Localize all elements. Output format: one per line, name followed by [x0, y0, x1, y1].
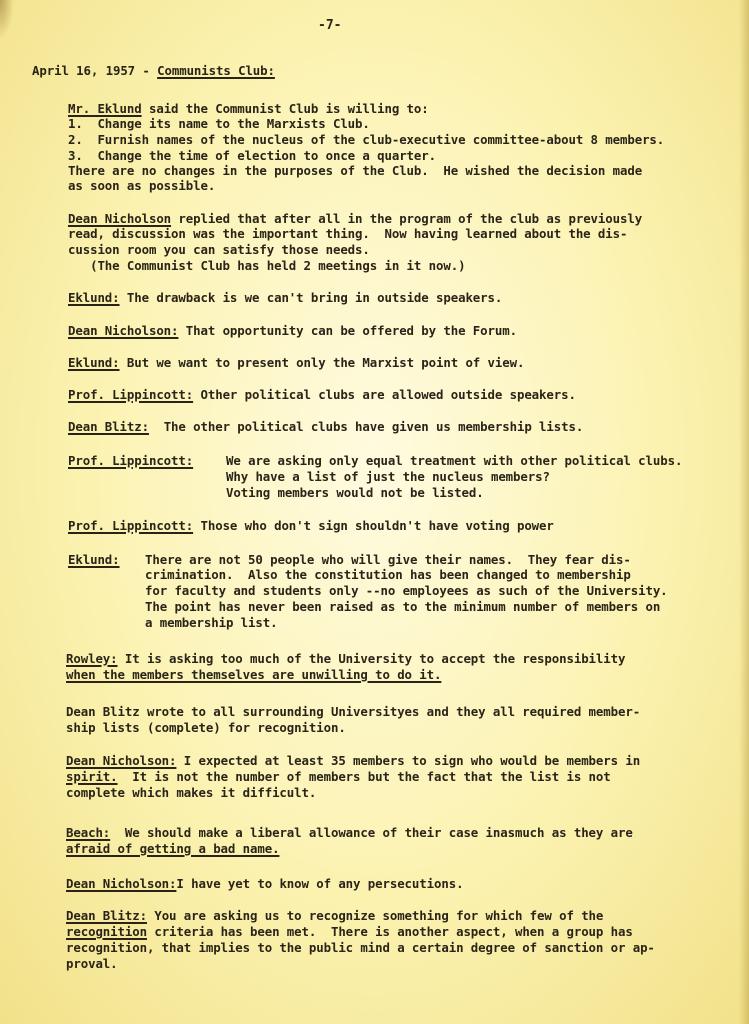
- statement-line: (The Communist Club has held 2 meetings in it now.): [68, 258, 466, 273]
- meeting-date: April 16, 1957 -: [32, 63, 158, 78]
- nicholson-line-2: [66, 769, 611, 784]
- statement-line: cussion room you can satisfy those needs.: [68, 242, 370, 257]
- underlined-word: spirit.: [66, 769, 118, 784]
- exchange-line: [68, 355, 524, 370]
- statement-line: Dean Blitz wrote to all surrounding Universityes and they all required member-: [66, 704, 641, 719]
- statement-text: Those who don't sign shouldn't have voting power: [193, 518, 554, 533]
- speaker-name: Dean Blitz:: [66, 908, 147, 923]
- statement-line: afraid of getting a bad name.: [66, 841, 280, 856]
- statement-line: recognition, that implies to the public mind a certain degree of sanction or ap-: [66, 940, 655, 955]
- page-number: -7-: [318, 18, 342, 33]
- speaker-name: Prof. Lippincott:: [68, 453, 194, 468]
- exchange-line: [66, 876, 463, 891]
- eklund-speaker: [68, 552, 120, 567]
- underlined-word: recognition: [66, 924, 147, 939]
- speaker-name: Dean Nicholson: [68, 211, 172, 226]
- speaker-name: Prof. Lippincott:: [68, 387, 194, 402]
- nicholson-reply-line: [68, 211, 642, 226]
- exchange-line: [68, 419, 583, 434]
- nicholson-line: [66, 753, 640, 768]
- speaker-name: Beach:: [66, 825, 111, 840]
- statement-line: crimination. Also the constitution has been changed to membership: [145, 567, 631, 582]
- statement-line: Why have a list of just the nucleus members?: [226, 469, 550, 484]
- statement-text: The drawback is we can't bring in outside speakers.: [119, 290, 503, 305]
- statement-line: as soon as possible.: [68, 178, 216, 193]
- speaker-name: Dean Nicholson:: [66, 876, 177, 891]
- statement-line: read, discussion was the important thing. Now having learned about the dis-: [68, 226, 628, 241]
- statement-line: a membership list.: [145, 615, 278, 630]
- exchange-line: [68, 518, 554, 533]
- meeting-header: [32, 63, 275, 78]
- page-edge-shadow: [739, 0, 749, 1024]
- statement-text: The other political clubs have given us membership lists.: [148, 419, 584, 434]
- statement-text: But we want to present only the Marxist point of view.: [119, 355, 525, 370]
- proposal-item: 3. Change the time of election to once a quarter.: [68, 148, 436, 163]
- speaker-name: Mr. Eklund: [68, 101, 142, 116]
- eklund-intro-line: [68, 101, 429, 116]
- blitz-final-line-2: [66, 924, 633, 939]
- lippincott-speaker: [68, 453, 193, 468]
- speaker-name: Rowley:: [66, 651, 118, 666]
- statement-text: You are asking us to recognize something for which few of the: [146, 908, 604, 923]
- statement-line: complete which makes it difficult.: [66, 785, 317, 800]
- statement-text: We should make a liberal allowance of their case inasmuch as they are: [110, 825, 633, 840]
- statement-line: We are asking only equal treatment with other political clubs.: [226, 453, 683, 468]
- beach-line: [66, 825, 633, 840]
- statement-line: There are no changes in the purposes of the Club. He wished the decision made: [68, 163, 643, 178]
- statement-line: Voting members would not be listed.: [226, 485, 484, 500]
- statement-line: The point has never been raised as to the minimum number of members on: [145, 599, 661, 614]
- speaker-name: Eklund:: [68, 552, 120, 567]
- speaker-name: Dean Blitz:: [68, 419, 149, 434]
- speaker-name: Eklund:: [68, 290, 120, 305]
- speaker-name: Dean Nicholson:: [66, 753, 177, 768]
- blitz-final-line: [66, 908, 603, 923]
- statement-text: criteria has been met. There is another aspect, when a group has: [146, 924, 633, 939]
- speaker-name: Prof. Lippincott:: [68, 518, 194, 533]
- speaker-name: Dean Nicholson:: [68, 323, 179, 338]
- statement-text: That opportunity can be offered by the Forum.: [178, 323, 517, 338]
- statement-text: said the Communist Club is willing to:: [141, 101, 429, 116]
- speaker-name: Eklund:: [68, 355, 120, 370]
- statement-line: for faculty and students only --no employees as such of the University.: [145, 583, 668, 598]
- statement-line: when the members themselves are unwilling to do it.: [66, 667, 442, 682]
- statement-text: replied that after all in the program of the club as previously: [171, 211, 643, 226]
- rowley-line: [66, 651, 625, 666]
- proposal-item: 2. Furnish names of the nucleus of the club-executive committee-about 8 members.: [68, 132, 665, 147]
- statement-text: Other political clubs are allowed outside speakers.: [193, 387, 576, 402]
- statement-line: There are not 50 people who will give their names. They fear dis-: [145, 552, 631, 567]
- exchange-line: [68, 387, 576, 402]
- statement-text: It is not the number of members but the fact that the list is not: [117, 769, 611, 784]
- exchange-line: [68, 290, 502, 305]
- proposal-item: 1. Change its name to the Marxists Club.: [68, 116, 370, 131]
- statement-line: proval.: [66, 956, 118, 971]
- exchange-line: [68, 323, 517, 338]
- meeting-title: Communists Club:: [157, 63, 275, 78]
- statement-text: It is asking too much of the University to accept the responsibility: [117, 651, 626, 666]
- page-smudge: [0, 0, 14, 40]
- statement-text: I expected at least 35 members to sign who would be members in: [176, 753, 641, 768]
- statement-line: ship lists (complete) for recognition.: [66, 720, 346, 735]
- statement-text: I have yet to know of any persecutions.: [176, 876, 464, 891]
